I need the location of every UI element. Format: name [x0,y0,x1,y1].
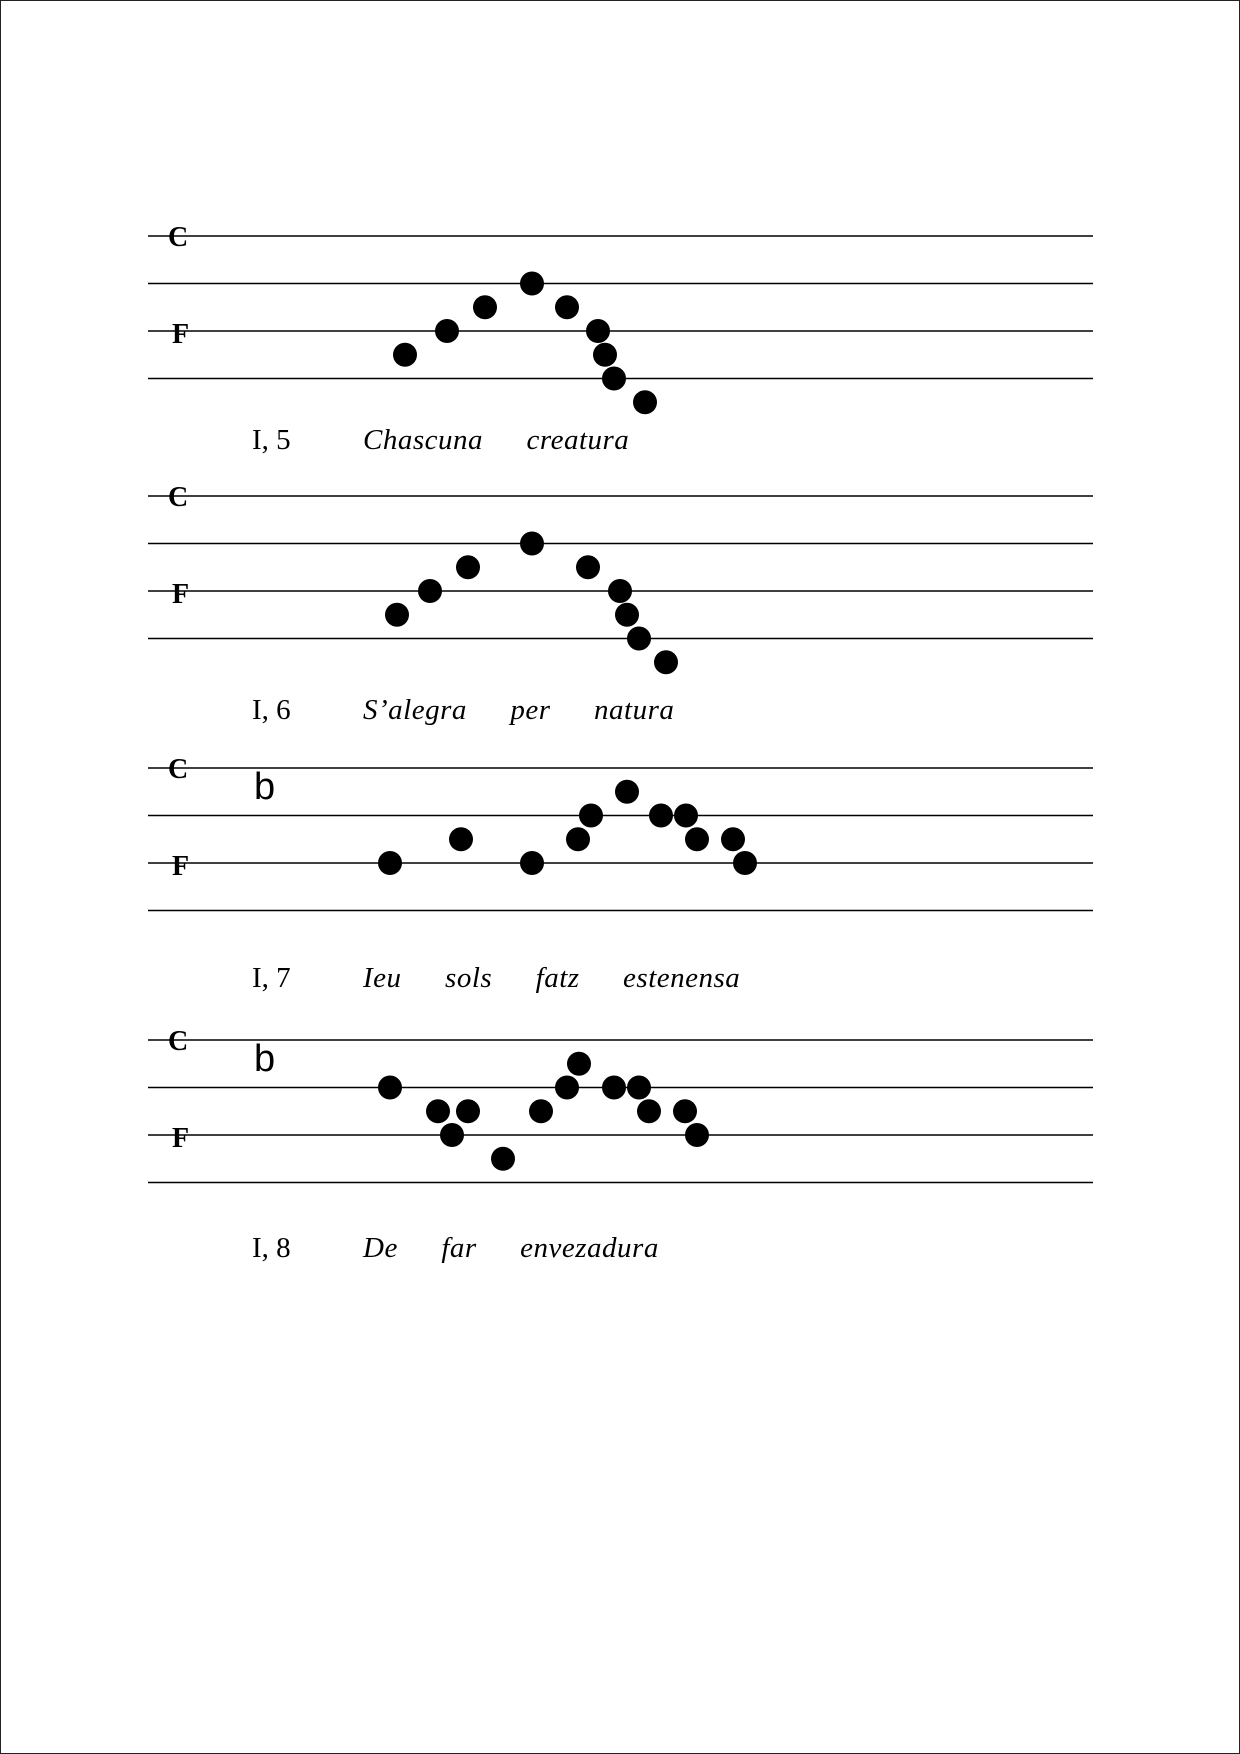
f-clef: F [172,851,190,882]
caption-3 [0,962,1240,1002]
note-dot [593,343,617,367]
note-dot [566,827,590,851]
note-dot [637,1099,661,1123]
line-reference: I, 5 [252,424,291,456]
note-dot [654,650,678,674]
note-dot [520,532,544,556]
f-clef: F [172,579,190,610]
note-dot [673,1099,697,1123]
note-dot [385,603,409,627]
lyric-text: Ieu sols fatz estenensa [363,962,741,994]
note-dot [627,627,651,651]
note-dot [602,1076,626,1100]
note-dot [435,319,459,343]
note-dot [586,319,610,343]
note-dot [608,579,632,603]
c-clef: C [168,1026,189,1057]
flat-sign: b [254,1038,276,1080]
note-dot [378,851,402,875]
note-dot [456,1099,480,1123]
note-dot [733,851,757,875]
caption-1 [0,424,1240,464]
line-reference: I, 6 [252,694,291,726]
flat-sign: b [254,766,276,808]
c-clef: C [168,482,189,513]
note-dot [615,780,639,804]
note-dot [378,1076,402,1100]
note-dot [418,579,442,603]
line-reference: I, 8 [252,1232,291,1264]
note-dot [520,272,544,296]
note-dot [627,1076,651,1100]
note-dot [649,804,673,828]
note-dot [456,555,480,579]
note-dot [602,367,626,391]
lyric-text: De far envezadura [363,1232,659,1264]
note-dot [426,1099,450,1123]
note-dot [567,1052,591,1076]
note-dot [555,295,579,319]
note-dot [615,603,639,627]
note-dot [633,390,657,414]
note-dot [473,295,497,319]
note-dot [449,827,473,851]
c-clef: C [168,222,189,253]
lyric-text: Chascuna creatura [363,424,630,456]
note-dot [685,827,709,851]
line-reference: I, 7 [252,962,291,994]
caption-4 [0,1232,1240,1272]
note-dot [491,1147,515,1171]
note-dot [576,555,600,579]
note-dot [520,851,544,875]
f-clef: F [172,1123,190,1154]
note-dot [721,827,745,851]
note-dot [393,343,417,367]
note-dot [674,804,698,828]
note-dot [685,1123,709,1147]
c-clef: C [168,754,189,785]
note-dot [579,804,603,828]
note-dot [529,1099,553,1123]
f-clef: F [172,319,190,350]
lyric-text: S’alegra per natura [363,694,675,726]
caption-2 [0,694,1240,734]
note-dot [440,1123,464,1147]
note-dot [555,1076,579,1100]
